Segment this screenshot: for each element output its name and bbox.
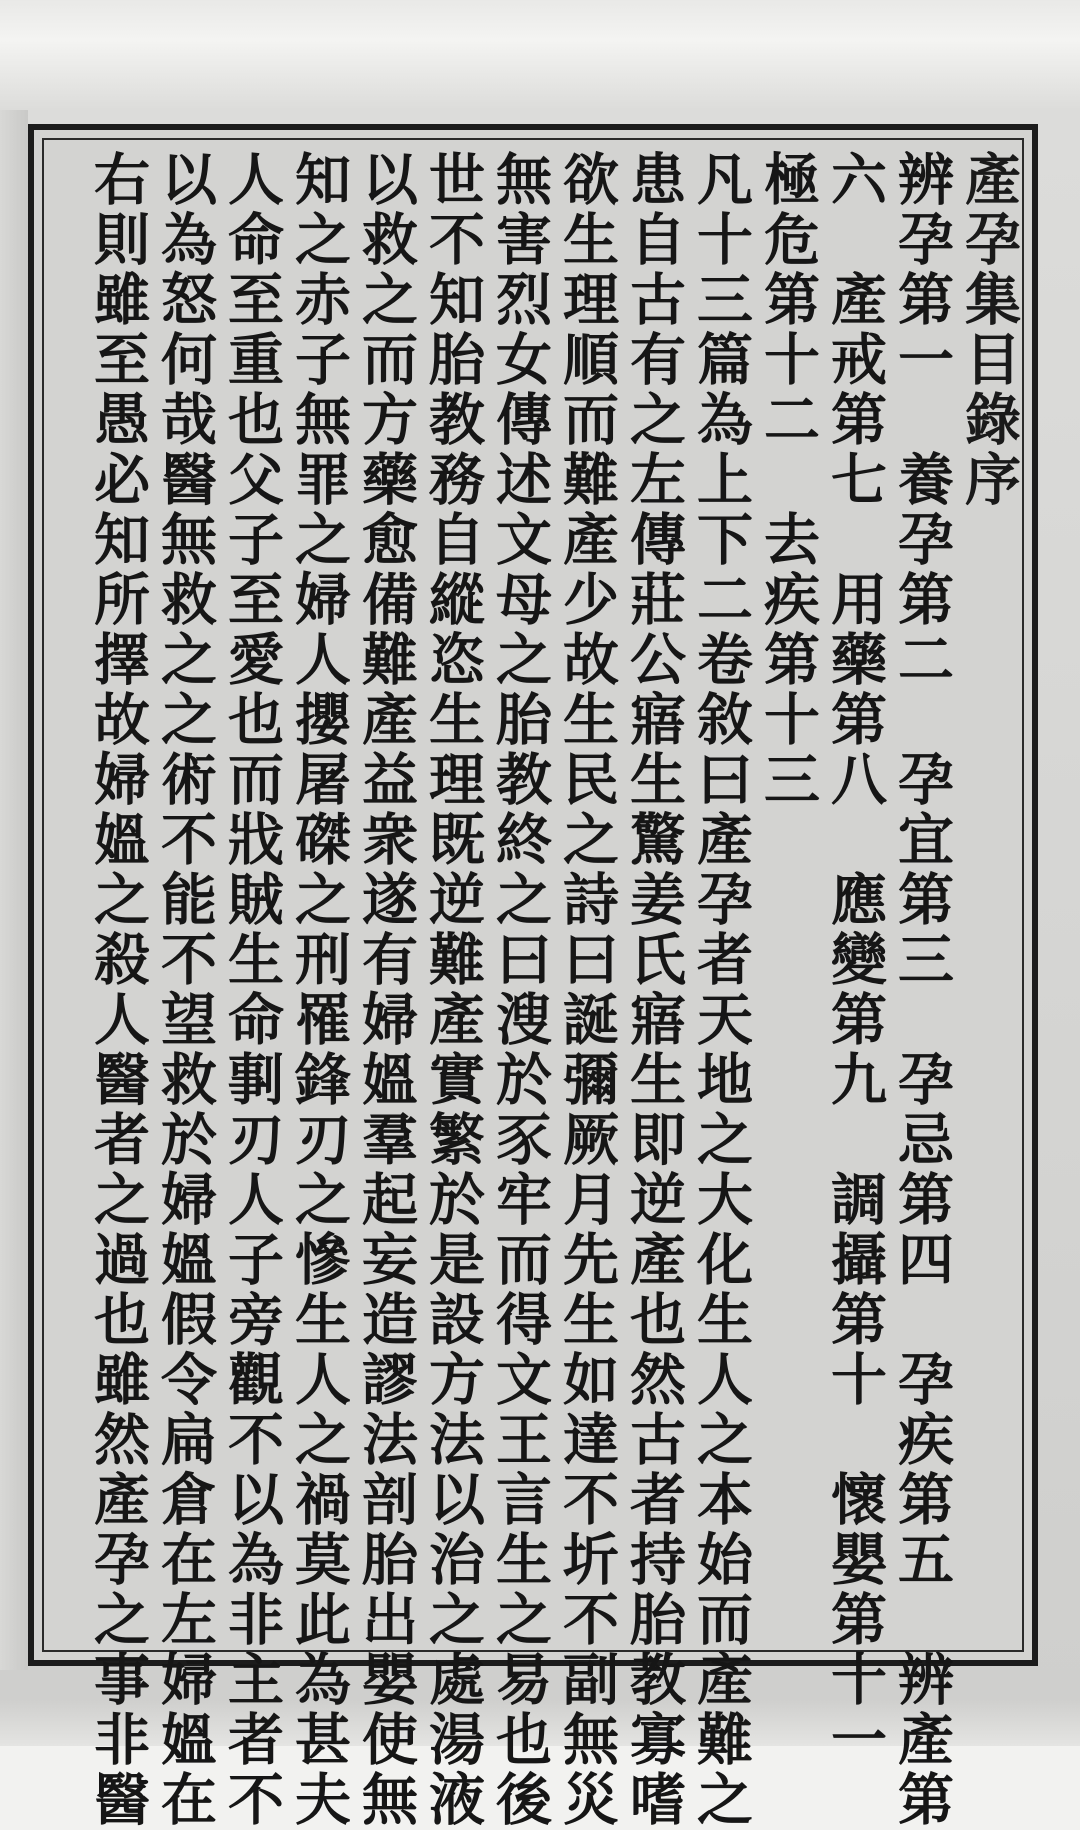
column-7: 欲生理順而難產少故生民之詩曰誕彌厥月先生如達不圻不副無災 [554, 150, 620, 1830]
column-8: 無害烈女傳述文母之胎教終之曰溲於豕牢而得文王言生之易也後 [487, 150, 553, 1830]
column-5: 凡十三篇為上下二卷敘曰產孕者天地之大化生人之本始而產難之 [688, 150, 754, 1830]
column-12: 人命至重也父子至愛也而戕賊生命剚刃人子旁觀不以為非主者不 [219, 150, 285, 1830]
column-11: 知之赤子無罪之婦人攖屠磔之刑罹鋒刃之慘生人之禍莫此為甚夫 [286, 150, 352, 1830]
text-columns [64, 150, 1022, 1830]
column-3: 六 產戒第七 用藥第八 應變第九 調攝第十 懷嬰第十一 [822, 150, 888, 1770]
column-13: 以為怒何哉醫無救之之術不能不望救於婦媼假令扁倉在左婦媼在 [152, 150, 218, 1830]
column-10: 以救之而方藥愈備難產益衆遂有婦媼羣起妄造謬法剖胎出嬰使無 [353, 150, 419, 1830]
column-title: 產孕集目錄序 [956, 150, 1022, 510]
column-2: 辨孕第一 養孕第二 孕宜第三 孕忌第四 孕疾第五 辨產第 [889, 150, 955, 1830]
text-frame [28, 124, 1038, 1830]
column-9: 世不知胎教務自縱恣生理既逆難產實繁於是設方法以治之處湯液 [420, 150, 486, 1830]
column-4: 極危第十二 去疾第十三 [755, 150, 821, 810]
column-6: 患自古有之左傳莊公寤生驚姜氏寤生即逆產也然古者持胎教寡嗜 [621, 150, 687, 1830]
column-14: 右則雖至愚必知所擇故婦媼之殺人醫者之過也雖然產孕之事非醫 [85, 150, 151, 1830]
page-binding-shadow [0, 110, 28, 1670]
